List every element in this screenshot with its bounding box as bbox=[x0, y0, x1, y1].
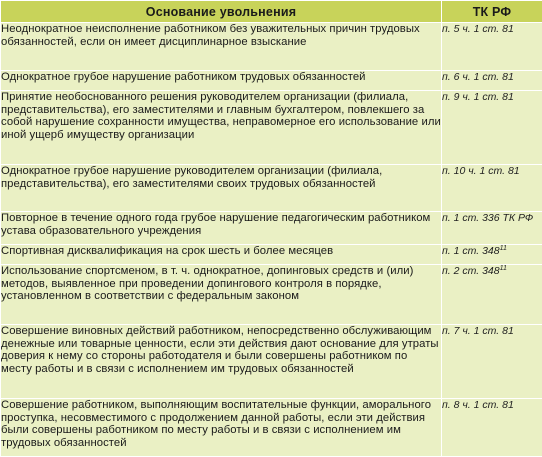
header-reason: Основание увольнения bbox=[1, 1, 442, 23]
table-row bbox=[1, 212, 542, 245]
labor-code-cell bbox=[442, 71, 542, 91]
table-row bbox=[1, 325, 542, 399]
reason-cell: Неоднократное неисполнение работником без уважительных причин трудовых обязанностей, если он имеет дисциплинарное взыскание bbox=[1, 23, 442, 71]
labor-code-cell bbox=[442, 265, 542, 325]
reason-cell: Принятие необоснованного решения руководителем организации (филиала, представительства), его заместителями и главным бухгалтером, повлекшего за собой нарушение сохранности имущества, неправомерное его использование или иной ущерб имуществу организации bbox=[1, 91, 442, 165]
labor-code-cell bbox=[442, 165, 542, 212]
labor-code-cell bbox=[442, 399, 542, 457]
article-ref: п. 9 ч. 1 ст. 81 bbox=[442, 91, 514, 103]
table-row bbox=[1, 71, 542, 91]
article-ref: п. 6 ч. 1 ст. 81 bbox=[442, 71, 514, 83]
table-header-row bbox=[1, 1, 542, 23]
reason-cell: Совершение виновных действий работником, непосредственно обслуживающим денежные или товарные ценности, если эти действия дают основание для утраты доверия к нему со стороны работодателя и были совершены работником по месту работы и в связи с исполнением им трудовых обязанностей bbox=[1, 325, 442, 399]
reason-cell: Повторное в течение одного года грубое нарушение педагогическим работником устава образовательного учреждения bbox=[1, 212, 442, 245]
reason-cell: Однократное грубое нарушение руководителем организации (филиала, представительства), его заместителями своих трудовых обязанностей bbox=[1, 165, 442, 212]
article-ref: п. 7 ч. 1 ст. 81 bbox=[442, 325, 514, 337]
table-row bbox=[1, 165, 542, 212]
labor-code-cell bbox=[442, 23, 542, 71]
table-row bbox=[1, 245, 542, 265]
reason-cell: Совершение работником, выполняющим воспитательные функции, аморального проступка, несовместимого с продолжением данной работы, если эти действия были совершены работником по месту работы и в связи с исполнением им трудовых обязанностей bbox=[1, 399, 442, 457]
labor-code-cell bbox=[442, 325, 542, 399]
article-ref: п. 1 ст. 348 bbox=[442, 245, 500, 257]
article-ref: п. 5 ч. 1 ст. 81 bbox=[442, 23, 514, 35]
header-labor-code: ТК РФ bbox=[442, 1, 542, 23]
table-row bbox=[1, 91, 542, 165]
article-ref: п. 10 ч. 1 ст. 81 bbox=[442, 165, 520, 177]
labor-code-cell bbox=[442, 212, 542, 245]
article-superscript: 11 bbox=[499, 245, 507, 252]
labor-code-cell bbox=[442, 245, 542, 265]
labor-code-cell bbox=[442, 91, 542, 165]
reason-cell: Однократное грубое нарушение работником трудовых обязанностей bbox=[1, 71, 442, 91]
article-ref: п. 1 ст. 336 ТК РФ bbox=[442, 212, 534, 224]
article-ref: п. 2 ст. 348 bbox=[442, 265, 500, 277]
article-superscript: 11 bbox=[499, 265, 507, 272]
reason-cell: Спортивная дисквалификация на срок шесть и более месяцев bbox=[1, 245, 442, 265]
table-row bbox=[1, 265, 542, 325]
table-row bbox=[1, 399, 542, 457]
table-row bbox=[1, 23, 542, 71]
reason-cell: Использование спортсменом, в т. ч. однократное, допинговых средств и (или) методов, выявленное при проведении допингового контроля в порядке, установленном в соответствии с федеральным законом bbox=[1, 265, 442, 325]
article-ref: п. 8 ч. 1 ст. 81 bbox=[442, 399, 514, 411]
